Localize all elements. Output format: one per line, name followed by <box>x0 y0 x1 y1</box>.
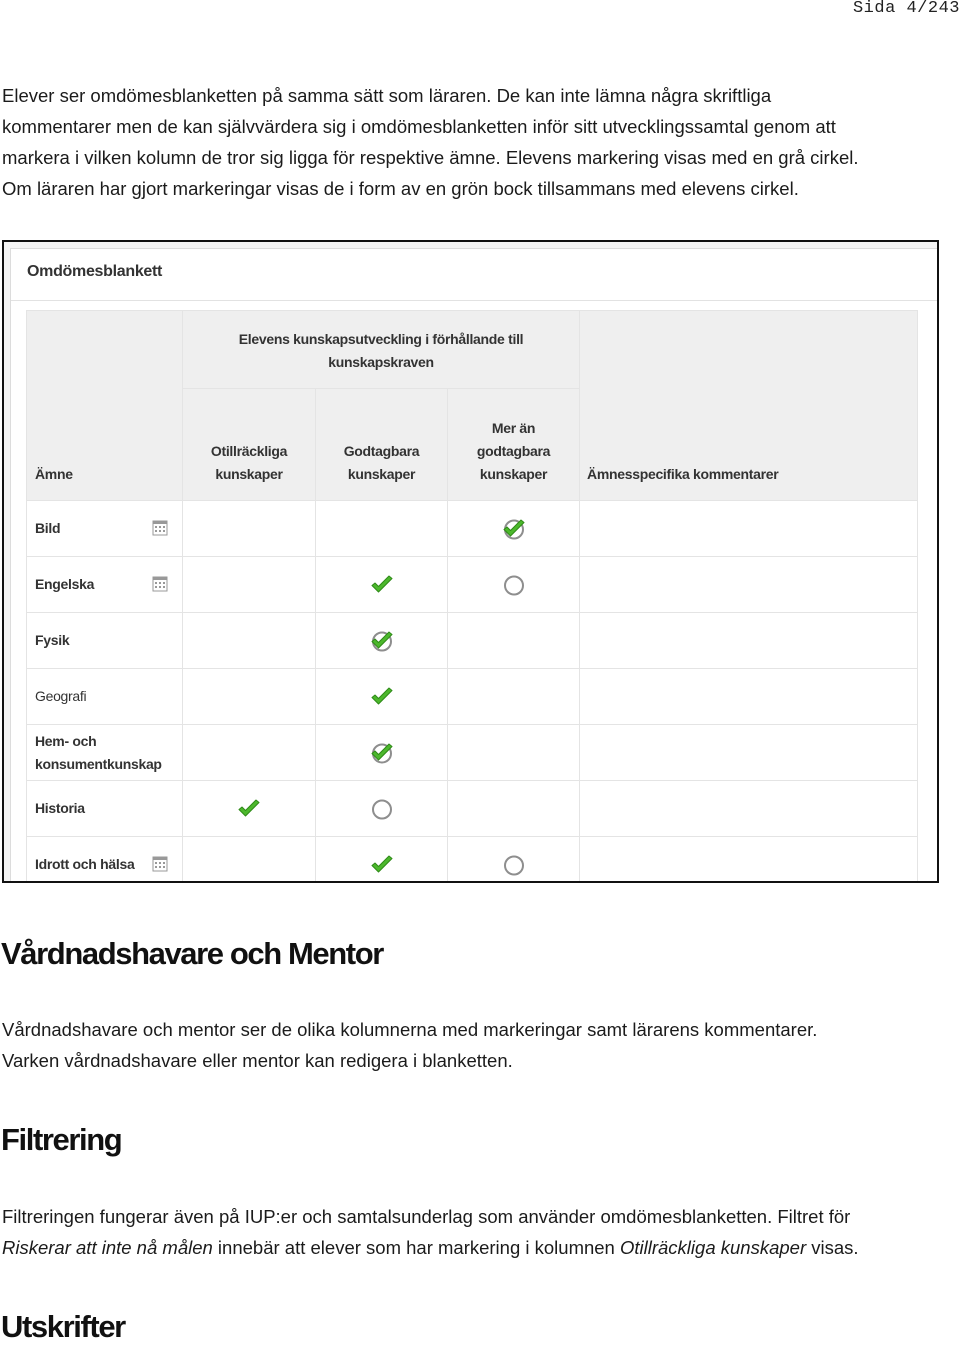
mark-cell[interactable] <box>316 781 448 837</box>
subject-label: Bild <box>35 520 61 536</box>
calendar-icon[interactable] <box>152 519 168 536</box>
circle-icon <box>369 797 395 821</box>
header-text: kunskaper <box>215 466 283 482</box>
header-more-than-acceptable <box>448 389 580 501</box>
header-text: Godtagbara <box>343 443 420 459</box>
header-acceptable <box>316 389 448 501</box>
table-row <box>27 837 918 884</box>
subject-label: Fysik <box>35 632 70 648</box>
intro-paragraph <box>2 80 958 204</box>
mark-cell[interactable] <box>183 669 316 725</box>
filter-line: Filtreringen fungerar även på IUP:er och samtalsunderlag som använder omdömesblanketten. Filtret för <box>2 1206 851 1227</box>
page-number: Sida 4/243 <box>852 0 960 18</box>
form-divider <box>11 300 937 301</box>
form-panel <box>10 248 937 881</box>
check-with-circle-icon <box>369 629 395 653</box>
mark-cell[interactable] <box>448 613 580 669</box>
mark-cell[interactable] <box>316 725 448 781</box>
filter-text: visas. <box>806 1237 859 1258</box>
comment-cell[interactable] <box>580 557 918 613</box>
mark-cell[interactable] <box>316 501 448 557</box>
guardians-paragraph <box>2 1014 958 1076</box>
filter-paragraph <box>2 1201 958 1263</box>
filter-name-em: Riskerar att inte nå målen <box>2 1237 213 1258</box>
mark-cell[interactable] <box>448 781 580 837</box>
heading-filter: Filtrering <box>1 1122 122 1157</box>
filter-line <box>2 1232 958 1263</box>
subject-label: konsumentkunskap <box>35 755 162 772</box>
mark-cell[interactable] <box>448 725 580 781</box>
mark-cell[interactable] <box>316 557 448 613</box>
mark-cell[interactable] <box>316 669 448 725</box>
check-icon <box>369 853 395 877</box>
heading-print: Utskrifter <box>1 1309 125 1344</box>
subject-cell <box>27 781 183 837</box>
table-row <box>27 781 918 837</box>
circle-icon <box>501 853 527 877</box>
comment-cell[interactable] <box>580 781 918 837</box>
subject-label: Geografi <box>35 688 87 704</box>
check-with-circle-icon <box>501 517 527 541</box>
subject-cell <box>27 837 183 884</box>
mark-cell[interactable] <box>316 613 448 669</box>
header-text: kunskaper <box>347 466 416 482</box>
mark-cell[interactable] <box>183 781 316 837</box>
check-icon <box>369 573 395 597</box>
subject-cell <box>27 501 183 557</box>
check-icon <box>236 797 262 821</box>
mark-cell[interactable] <box>183 501 316 557</box>
subject-label: Historia <box>35 800 85 816</box>
table-row <box>27 669 918 725</box>
guardians-line: Vårdnadshavare och mentor ser de olika kolumnerna med markeringar samt lärarens kommentarer. <box>2 1019 818 1040</box>
check-icon <box>369 685 395 709</box>
intro-line: Om läraren har gjort markeringar visas de i form av en grön bock tillsammans med elevens cirkel. <box>2 178 799 199</box>
guardians-line: Varken vårdnadshavare eller mentor kan redigera i blanketten. <box>2 1050 513 1071</box>
calendar-icon[interactable] <box>152 855 168 872</box>
calendar-icon[interactable] <box>152 575 168 592</box>
column-name-em: Otillräckliga kunskaper <box>620 1237 807 1258</box>
header-text: Otillräckliga <box>210 443 288 459</box>
table-row <box>27 501 918 557</box>
assessment-table <box>26 310 918 883</box>
filter-text: innebär att elever som har markering i kolumnen <box>212 1237 620 1258</box>
header-group-line: kunskapskraven <box>328 353 434 370</box>
table-row <box>27 725 918 781</box>
comment-cell[interactable] <box>580 725 918 781</box>
check-with-circle-icon <box>369 741 395 765</box>
mark-cell[interactable] <box>448 669 580 725</box>
subject-cell <box>27 613 183 669</box>
mark-cell[interactable] <box>183 837 316 884</box>
comment-cell[interactable] <box>580 837 918 884</box>
mark-cell[interactable] <box>448 501 580 557</box>
subject-cell <box>27 725 183 781</box>
intro-line: kommentarer men de kan självvärdera sig i omdömesblanketten inför sitt utvecklingssamtal genom att <box>2 116 836 137</box>
mark-cell[interactable] <box>316 837 448 884</box>
subject-label: Hem- och <box>35 732 97 749</box>
header-text: Mer än <box>491 420 536 436</box>
mark-cell[interactable] <box>183 557 316 613</box>
header-text: kunskaper <box>479 466 548 482</box>
header-text: godtagbara <box>476 443 551 459</box>
comment-cell[interactable] <box>580 613 918 669</box>
intro-line: markera i vilken kolumn de tror sig ligga för respektive ämne. Elevens markering visas med en grå cirkel. <box>2 147 859 168</box>
subject-label: Engelska <box>35 576 95 592</box>
comment-cell[interactable] <box>580 669 918 725</box>
mark-cell[interactable] <box>183 725 316 781</box>
subject-cell <box>27 669 183 725</box>
heading-guardians: Vårdnadshavare och Mentor <box>1 936 383 971</box>
form-screenshot <box>2 240 939 883</box>
header-insufficient <box>183 389 316 501</box>
subject-cell <box>27 557 183 613</box>
header-comments: Ämnesspecifika kommentarer <box>580 311 918 501</box>
form-title: Omdömesblankett <box>27 263 163 280</box>
header-group-line: Elevens kunskapsutveckling i förhållande till <box>238 330 524 347</box>
table-row <box>27 557 918 613</box>
mark-cell[interactable] <box>448 837 580 884</box>
header-group <box>183 311 580 389</box>
table-row <box>27 613 918 669</box>
circle-icon <box>501 573 527 597</box>
mark-cell[interactable] <box>183 613 316 669</box>
comment-cell[interactable] <box>580 501 918 557</box>
mark-cell[interactable] <box>448 557 580 613</box>
subject-label: Idrott och hälsa <box>35 856 135 872</box>
header-subject: Ämne <box>27 311 183 501</box>
intro-line: Elever ser omdömesblanketten på samma sätt som läraren. De kan inte lämna några skriftliga <box>2 85 772 106</box>
